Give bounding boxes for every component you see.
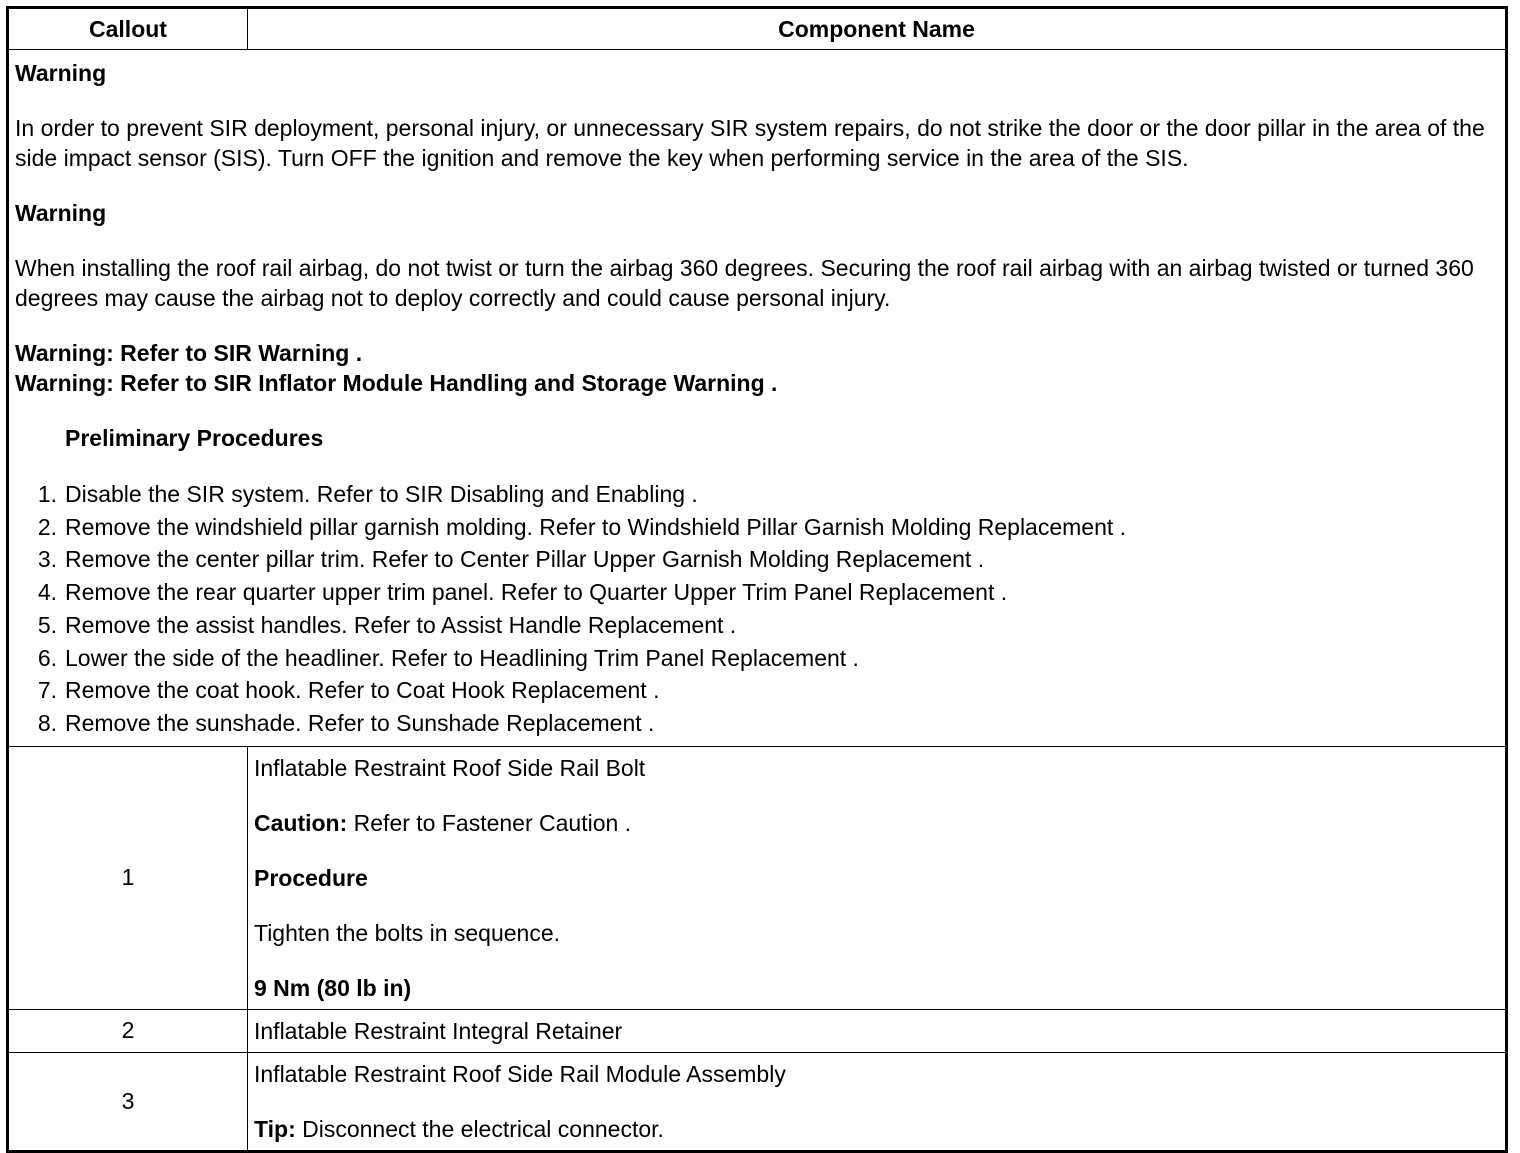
component-table: [6, 6, 1508, 1153]
preliminary-steps: [15, 478, 1499, 740]
callout-number: 2: [8, 1009, 248, 1052]
component-name-header: Component Name: [248, 8, 1507, 50]
list-item: 6. Lower the side of the headliner. Refer to Headlining Trim Panel Replacement .: [37, 644, 859, 671]
callout-number: 1: [8, 746, 248, 1009]
preliminary-title: Preliminary Procedures: [65, 425, 324, 451]
list-item: 8. Remove the sunshade. Refer to Sunshade Replacement .: [37, 709, 655, 736]
list-item: 7. Remove the coat hook. Refer to Coat Hook Replacement .: [37, 677, 660, 704]
callout-header: Callout: [8, 8, 248, 50]
component-name: Inflatable Restraint Integral Retainer: [254, 1017, 623, 1044]
list-item: 5. Remove the assist handles. Refer to Assist Handle Replacement .: [37, 611, 737, 638]
table-row: [8, 1052, 1507, 1151]
component-cell: [248, 746, 1507, 1009]
table-row: [8, 1009, 1507, 1052]
warning-ref-2: Warning: Refer to SIR Inflator Module Handling and Storage Warning .: [15, 370, 778, 396]
list-item: 3. Remove the center pillar trim. Refer to Center Pillar Upper Garnish Molding Replacement .: [37, 546, 985, 573]
table-row: [8, 746, 1507, 1009]
caution-line: Caution: Refer to Fastener Caution .: [254, 809, 632, 836]
warning-1-text: In order to prevent SIR deployment, personal injury, or unnecessary SIR system repairs, do not strike the door or the door pillar in the area of the side impact sensor (SIS). Turn OFF the ignition and remove the key when performing service in the area of the SIS.: [15, 115, 1485, 171]
component-name: Inflatable Restraint Roof Side Rail Module Assembly: [254, 1060, 786, 1087]
warnings-cell: [8, 50, 1507, 747]
callout-number: 3: [8, 1052, 248, 1151]
torque-spec: 9 Nm (80 lb in): [254, 974, 412, 1001]
warning-2-text: When installing the roof rail airbag, do not twist or turn the airbag 360 degrees. Securing the roof rail airbag with an airbag twisted or turned 360 degrees may cause the airbag not to deploy correctly and could cause personal injury.: [15, 255, 1474, 311]
list-item: 4. Remove the rear quarter upper trim panel. Refer to Quarter Upper Trim Panel Replacement .: [37, 579, 1008, 606]
tip-line: Tip: Disconnect the electrical connector.: [254, 1115, 664, 1142]
list-item: 2. Remove the windshield pillar garnish molding. Refer to Windshield Pillar Garnish Molding Replacement .: [37, 513, 1127, 540]
list-item: 1. Disable the SIR system. Refer to SIR Disabling and Enabling .: [37, 481, 698, 507]
procedure-title: Procedure: [254, 864, 368, 891]
warnings-row: [8, 50, 1507, 747]
warning-1-title: Warning: [15, 60, 107, 86]
component-name: Inflatable Restraint Roof Side Rail Bolt: [254, 754, 646, 781]
warning-ref-1: Warning: Refer to SIR Warning .: [15, 340, 363, 366]
warning-2-title: Warning: [15, 200, 107, 226]
component-cell: [248, 1052, 1507, 1151]
table-header-row: [8, 8, 1507, 50]
component-cell: [248, 1009, 1507, 1052]
procedure-text: Tighten the bolts in sequence.: [254, 919, 561, 946]
